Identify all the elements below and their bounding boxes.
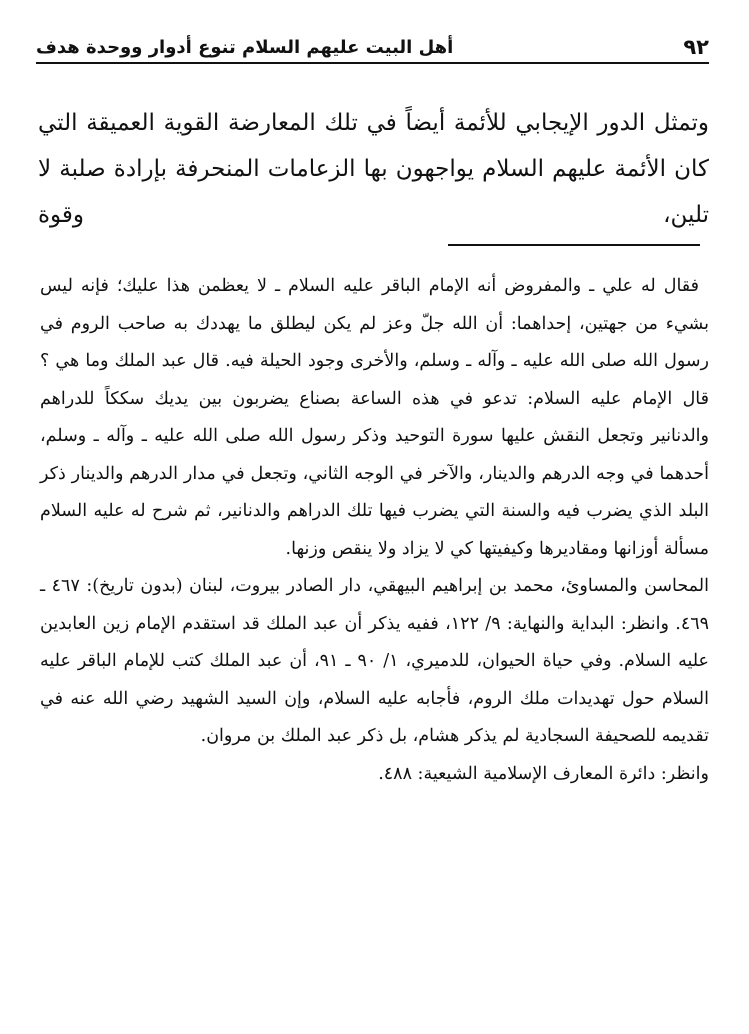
main-text <box>38 100 709 238</box>
footnote-divider <box>448 244 700 246</box>
footnote-quote: فقال له علي ـ والمفروض أنه الإمام الباقر عليه السلام ـ لا يعظمن هذا عليك؛ فإنه ليس بشيء من جهتين، إحداهما: أن الله جلّ وعز لم يكن ليطلق ما يهددك به صاحب الروم في رسول الله صلى الله عليه ـ وآله ـ وسلم، والأخرى وجود الحيلة فيه. قال عبد الملك وما هي ؟ قال الإمام عليه السلام: تدعو في هذه الساعة بصناع يضربون بين يديك سككاً للدراهم والدنانير وتجعل النقش عليها سورة التوحيد وذكر رسول الله صلى الله عليه ـ وآله ـ وسلم، أحدهما في وجه الدرهم والدينار، والآخر في الوجه الثاني، وتجعل في مدار الدرهم والدينار ذكر البلد الذي يضرب فيه والسنة التي يضرب فيها تلك الدراهم والدنانير، ثم شرح له عليه السلام مسألة أوزانها ومقاديرها وكيفيتها كي لا يزاد ولا ينقص وزنها. <box>40 276 709 559</box>
footnote-reference: وانظر: دائرة المعارف الإسلامية الشيعية: ٤٨٨. <box>378 763 709 784</box>
header-divider <box>36 62 709 64</box>
running-title: أهل البيت عليهم السلام تنوع أدوار ووحدة هدف <box>36 36 454 58</box>
footnote-source: المحاسن والمساوئ، محمد بن إبراهيم البيهقي، دار الصادر بيروت، لبنان (بدون تاريخ): ٤٦٧ ـ ٤٦٩. وانظر: البداية والنهاية: ٩/ ١٢٢، ففيه يذكر أن عبد الملك قد استقدم الإمام زين العابدين عليه السلام. وفي حياة الحيوان، للدميري، ١/ ٩٠ ـ ٩١، أن عبد الملك كتب للإمام الباقر عليه السلام حول تهديدات ملك الروم، فأجابه عليه السلام، وإن السيد الشهيد رضي الله عنه في تقديمه للصحيفة السجادية لم يذكر هشام، بل ذكر عبد الملك بن مروان. <box>40 576 710 746</box>
footnotes <box>40 268 709 793</box>
main-paragraph: وتمثل الدور الإيجابي للأئمة أيضاً في تلك المعارضة القوية العميقة التي كان الأئمة عليهم السلام يواجهون بها الزعامات المنحرفة بإرادة صلبة لا تلين، وقوة <box>38 110 709 228</box>
page-number: ٩٢ <box>683 35 709 59</box>
page-header <box>36 34 709 60</box>
